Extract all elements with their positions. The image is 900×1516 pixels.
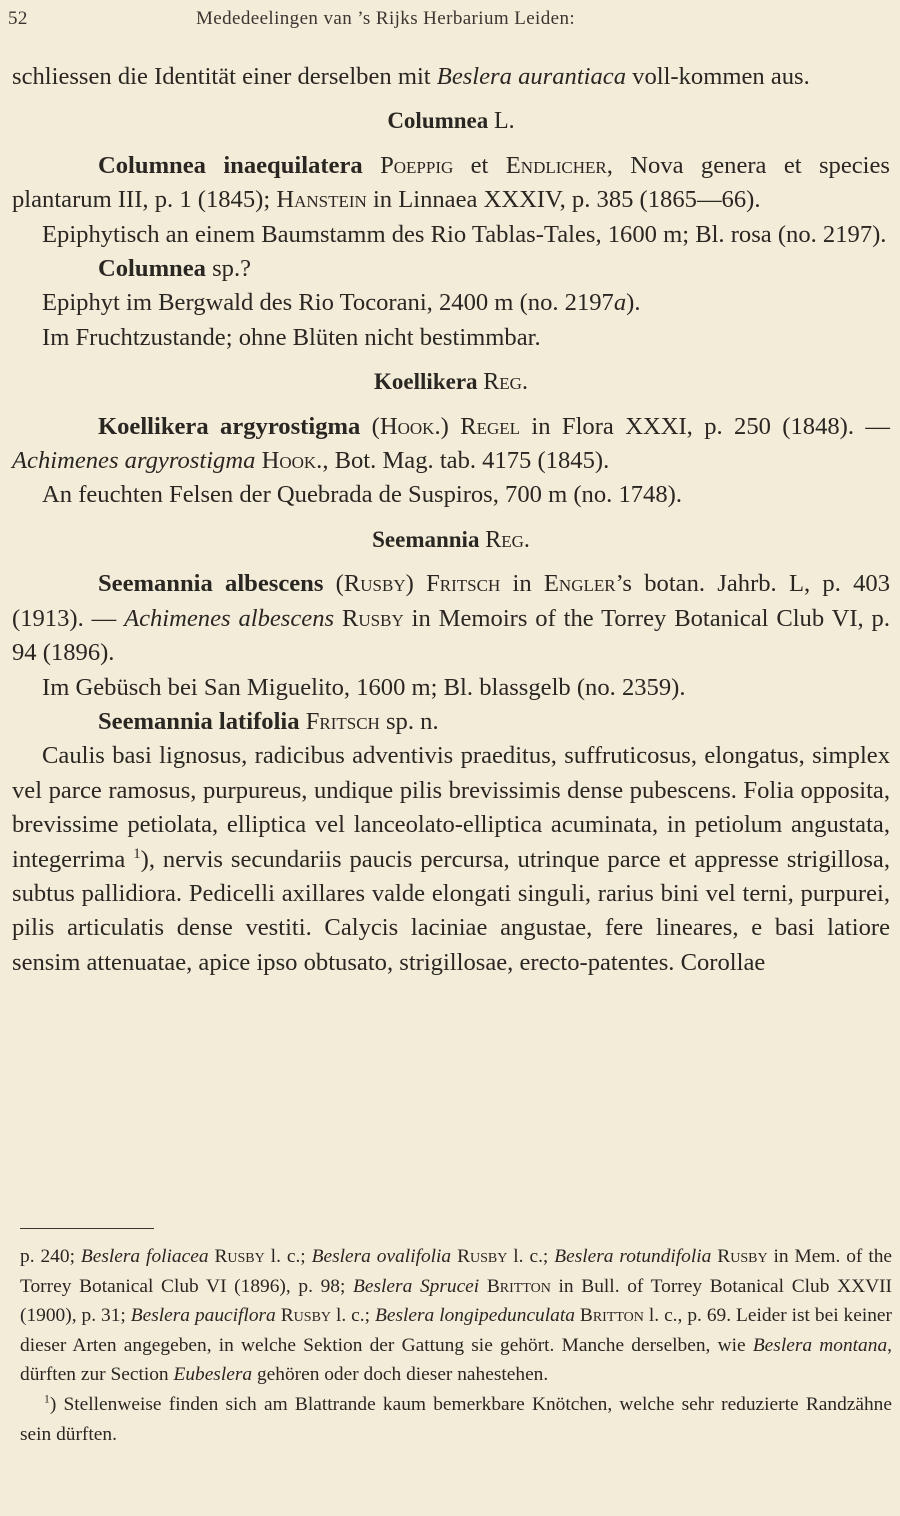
author: Fritsch	[305, 707, 380, 735]
author: Poeppig	[380, 151, 454, 179]
author: Britton	[486, 1275, 551, 1297]
text-span: ) Stellenweise finden sich am Blattrande kaum bemerkbare Knötchen, welche sehr reduzierte Randzähne sein dürften.	[20, 1393, 892, 1445]
text-span: et	[453, 151, 506, 179]
text-span: Epiphyt im Bergwald des Rio Tocorani, 2400 m (no. 2197	[42, 289, 614, 317]
text-span: schliessen die Identität einer derselben mit	[12, 63, 437, 90]
habitat-note: Im Gebüsch bei San Miguelito, 1600 m; Bl. blassgelb (no. 2359).	[42, 673, 686, 701]
footnote-marker: 1	[44, 1392, 50, 1406]
text-span	[479, 1276, 487, 1297]
author: Britton	[579, 1305, 644, 1327]
text-span: a	[613, 289, 627, 317]
species-name: Koellikera argyrostigma	[98, 412, 361, 440]
reference: in Flora XXXI, p. 250 (1848). —	[520, 412, 890, 440]
habitat-note	[12, 286, 890, 320]
author: Rusby	[717, 1246, 768, 1267]
synonym-name: Achimenes argyrostigma	[12, 447, 256, 475]
reference: in Memoirs of the Torrey Botanical Club VI, p. 94 (1896).	[12, 604, 890, 667]
habitat-note: Im Fruchtzustande; ohne Blüten nicht bestimmbar.	[42, 323, 541, 351]
text-span: sp.?	[205, 255, 252, 283]
author: Engler	[543, 570, 616, 598]
text-span: sp. n.	[379, 707, 439, 735]
genus-heading-columnea	[12, 104, 890, 138]
taxon-name: Beslera ovalifolia	[311, 1246, 452, 1267]
taxon-name: Beslera aurantiaca	[436, 63, 627, 90]
text-span: p. 240;	[20, 1246, 81, 1267]
reference: , Nova genera et species plantarum III, p. 1 (1845);	[12, 151, 890, 214]
reference: in Linnaea XXXIV, p. 385 (1865—66).	[366, 186, 761, 214]
genus-name: Koellikera	[374, 369, 478, 395]
page-number: 52	[8, 8, 28, 29]
species-entry-koellikera-argyrostigma	[12, 410, 890, 479]
author: Rusby	[341, 604, 404, 632]
author: Rusby	[457, 1246, 508, 1267]
text-span: voll-kommen aus.	[626, 63, 810, 90]
reference: ’s botan. Jahrb. L, p. 403 (1913). —	[12, 570, 890, 632]
footnote-divider	[20, 1228, 154, 1229]
species-entry-columnea-inaequilatera	[12, 149, 890, 218]
author: Rusby	[343, 570, 406, 598]
text-span: )	[405, 570, 427, 598]
genus-heading-seemannia	[12, 523, 890, 557]
species-name: Columnea inaequilatera	[98, 151, 363, 179]
author: Hook.	[261, 447, 323, 475]
footnote-marker: 1	[133, 845, 141, 862]
taxon-name: Eubeslera	[173, 1364, 253, 1386]
genus-heading-koellikera	[12, 365, 890, 399]
text-span: (	[323, 570, 344, 598]
habitat-note: An feuchten Felsen der Quebrada de Suspiros, 700 m (no. 1748).	[42, 481, 682, 509]
text-span: ), nervis secundariis paucis percursa, utrinque parce et appresse strigillosa, subtus pallidiora. Pedicelli axillares valde elongati singuli, rarius bini vel terni, purpurei, pilis articulatis dense vestiti. Calycis laciniae angustae, fere lineares, e basi latiore sensim attenuatae, apice ipso obtusato, strigillosae, erecto-patentes. Corollae	[12, 845, 890, 976]
main-text	[12, 60, 890, 980]
species-name: Seemannia albescens	[98, 570, 324, 598]
text-span	[334, 605, 342, 632]
synonym-name: Achimenes albescens	[124, 604, 335, 632]
author: Rusby	[214, 1246, 265, 1267]
species-entry-seemannia-albescens	[12, 567, 890, 670]
taxon-name: Beslera Sprucei	[353, 1275, 480, 1297]
author: Fritsch	[426, 570, 501, 598]
text-span: (	[360, 412, 380, 440]
taxon-name: Beslera longipedunculata	[375, 1305, 575, 1327]
intro-paragraph	[12, 60, 890, 94]
author: Hanstein	[276, 186, 367, 214]
species-name: Columnea	[98, 255, 206, 283]
footnote-1	[20, 1390, 892, 1449]
footnotes	[20, 1242, 892, 1449]
text-span: l. c., p. 69. Leider ist bei keiner dieser Arten angegeben, in welche Sektion der Gattung sie gehört. Manche derselben, wie	[20, 1305, 892, 1356]
author: Reg.	[483, 369, 528, 396]
text-span: l. c.;	[264, 1246, 312, 1267]
text-span: l. c.;	[507, 1246, 555, 1267]
text-span: in	[500, 570, 544, 598]
genus-name: Seemannia	[372, 526, 480, 552]
author: Rusby	[280, 1305, 332, 1327]
reference: , Bot. Mag. tab. 4175 (1845).	[322, 447, 610, 475]
text-span: )	[440, 412, 461, 440]
taxon-name: Beslera rotundifolia	[554, 1246, 712, 1267]
text-span: in Mem. of the Torrey Botanical Club VI (1896), p. 98;	[20, 1246, 893, 1297]
species-name: Seemannia latifolia	[98, 707, 300, 735]
running-title: Mededeelingen van ’s Rijks Herbarium Leiden:	[196, 8, 576, 29]
text-span: , dürften zur Section	[20, 1334, 892, 1386]
text-span: in Bull. of Torrey Botanical Club XXVII (1900), p. 31;	[20, 1275, 893, 1327]
genus-name: Columnea	[387, 108, 489, 134]
text-span: l. c.;	[331, 1305, 375, 1327]
author: L.	[494, 108, 515, 135]
taxon-name: Beslera foliacea	[80, 1246, 209, 1267]
author: Reg.	[485, 526, 530, 553]
species-entry-columnea-sp	[12, 252, 890, 286]
footnote-continued	[20, 1242, 892, 1390]
author: Regel	[460, 412, 521, 440]
author: Endlicher	[505, 151, 607, 179]
running-header	[8, 8, 878, 30]
text-span: Caulis basi lignosus, radicibus adventivis praeditus, suffruticosus, elongatus, simplex vel parce ramosus, purpureus, undique pilis brevissimis dense pubescens. Folia opposita, brevissime petiolata, elliptica vel lanceolato-elliptica acuminata, in petiolum angustata, integerrima	[12, 742, 890, 873]
species-entry-seemannia-latifolia	[12, 705, 890, 739]
author: Hook.	[379, 412, 441, 440]
habitat-note: Epiphytisch an einem Baumstamm des Rio Tablas-Tales, 1600 m; Bl. rosa (no. 2197).	[42, 220, 887, 248]
text-span: gehören oder doch dieser nahestehen.	[252, 1364, 549, 1386]
text-span: ).	[626, 289, 641, 317]
species-description	[12, 739, 890, 980]
taxon-name: Beslera pauciflora	[130, 1305, 276, 1327]
taxon-name: Beslera montana	[752, 1334, 888, 1356]
